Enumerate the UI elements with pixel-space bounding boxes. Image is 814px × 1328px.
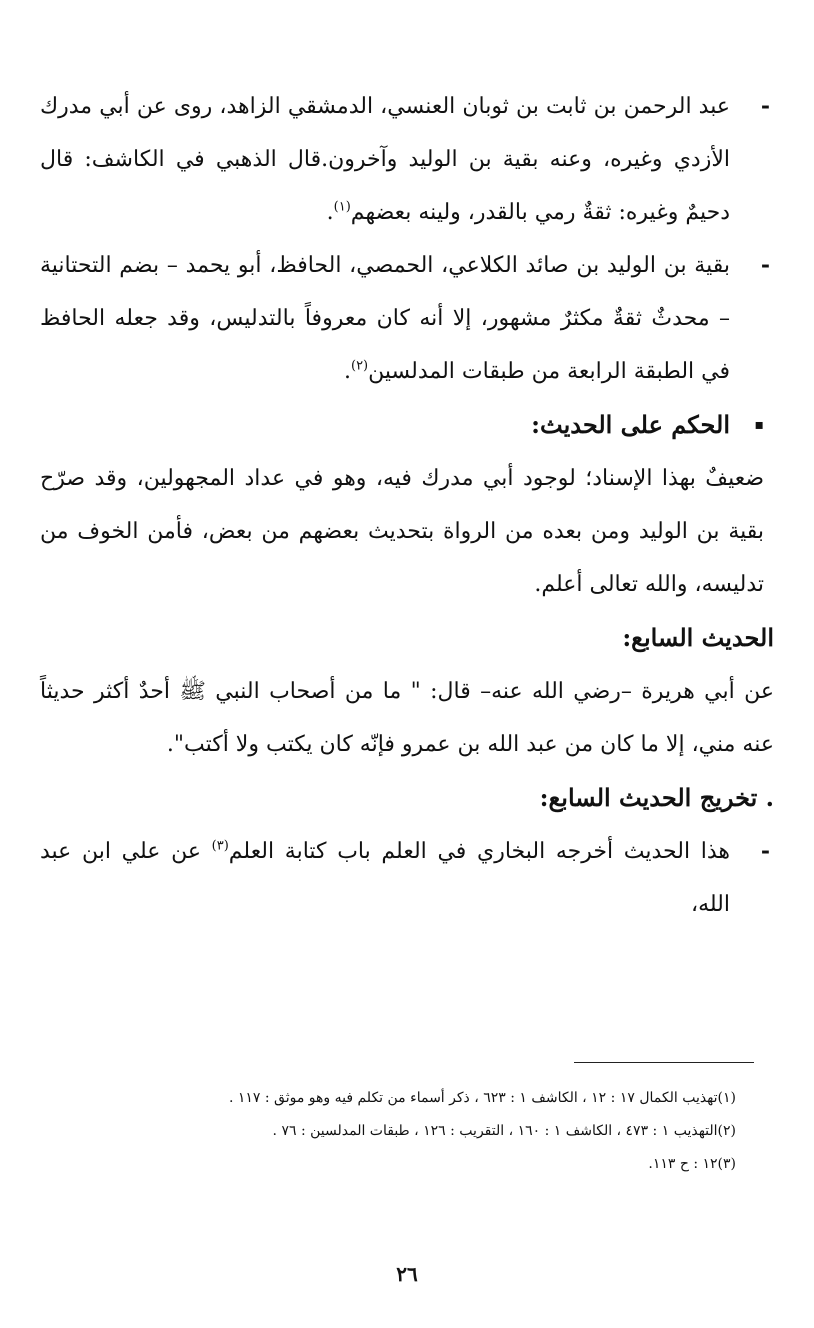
section-heading-ruling — [40, 398, 774, 452]
square-bullet-icon: ▪ — [754, 417, 764, 433]
heading-text: الحكم على الحديث: — [531, 410, 730, 439]
entry-text: عبد الرحمن بن ثابت بن ثوبان العنسي، الدمشقي الزاهد، روى عن أبي مدرك الأزدي وغيره، وعنه بقية بن الوليد وآخرون.قال الذهبي في الكاشف: قال دحيمٌ وغيره: ثقةٌ رمي بالقدر، ولينه بعضهم — [40, 94, 731, 225]
footnote-ref-2[interactable]: (٢) — [350, 358, 369, 374]
footnote-3: (٣)١٢ : ح ١١٣. — [648, 1156, 736, 1172]
narrator-entry-abdulrahman — [40, 80, 774, 239]
list-dash: - — [760, 252, 770, 278]
footnote-2: (٢)التهذيب ١ : ٤٧٣ ، الكاشف ١ : ١٦٠ ، التقريب : ١٢٦ ، طبقات المدلسين : ٧٦ . — [272, 1123, 736, 1139]
page-number: ٢٦ — [396, 1262, 418, 1286]
hadith-paragraph: عن أبي هريرة –رضي الله عنه– قال: " ما من أصحاب النبي ﷺ أحدٌ أكثر حديثاً عنه مني، إلا ما كان من عبد الله بن عمرو فإنّه كان يكتب ولا أكتب". — [40, 679, 774, 757]
footnotes — [56, 1082, 736, 1181]
footnote-ref-1[interactable]: (١) — [333, 199, 351, 215]
heading-text: . تخريج الحديث السابع: — [539, 783, 774, 812]
section-heading-takhrij — [40, 771, 774, 825]
page-body — [40, 80, 774, 931]
list-dash: - — [760, 838, 770, 864]
narrator-entry-baqiyya — [40, 239, 774, 398]
footnote-ref-3[interactable]: (٣) — [211, 838, 229, 854]
footnote-separator — [574, 1062, 754, 1063]
entry-text: هذا الحديث أخرجه البخاري في العلم باب كتابة العلم — [228, 839, 730, 864]
entry-tail: . — [326, 200, 334, 225]
section-heading-hadith-seven — [40, 611, 774, 665]
footnote-1: (١)تهذيب الكمال ١٧ : ١٢ ، الكاشف ١ : ٦٢٣ ، ذكر أسماء من تكلم فيه وهو موثق : ١١٧ . — [228, 1090, 736, 1106]
entry-tail: عن علي ابن عبد الله، — [40, 839, 730, 917]
heading-text: الحديث السابع: — [622, 623, 774, 652]
list-dash: - — [760, 93, 770, 119]
ruling-paragraph: ضعيفٌ بهذا الإسناد؛ لوجود أبي مدرك فيه، وهو في عداد المجهولين، وقد صرّح بقية بن الوليد ومن بعده من الرواة بتحديث بعضهم من بعض، فأمن الخوف من تدليسه، والله تعالى أعلم. — [40, 466, 764, 597]
entry-text: بقية بن الوليد بن صائد الكلاعي، الحمصي، الحافظ، أبو يحمد – بضم التحتانية – محدثٌ ثقةٌ مكثرٌ مشهور، إلا أنه كان معروفاً بالتدليس، وقد جعله الحافظ في الطبقة الرابعة من طبقات المدلسين — [40, 253, 730, 384]
entry-tail: . — [343, 359, 351, 384]
takhrij-entry — [40, 825, 774, 931]
